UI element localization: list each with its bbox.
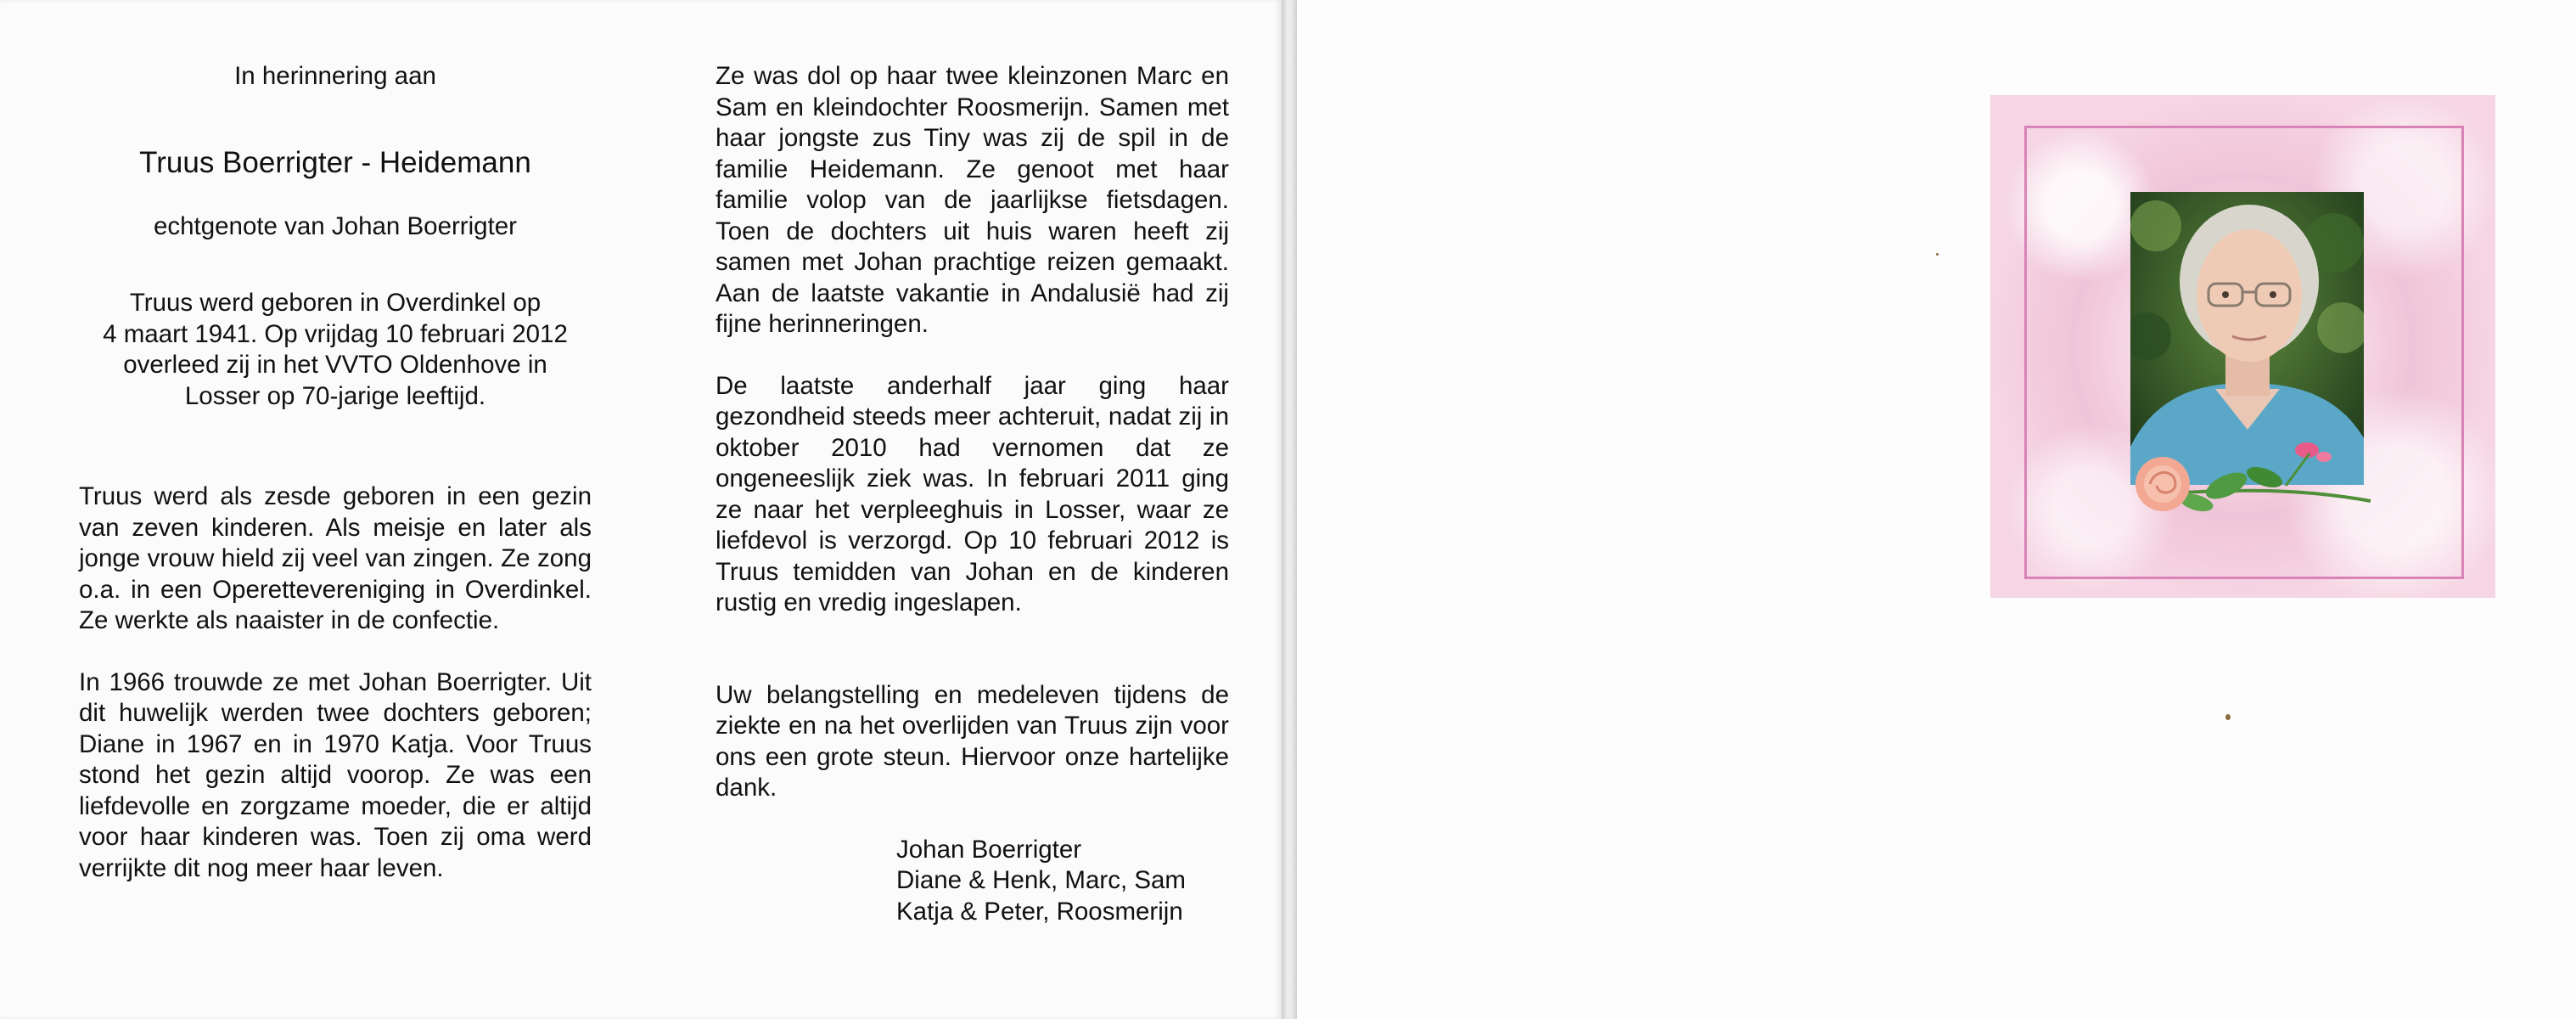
left-inner-page bbox=[0, 0, 1282, 1019]
signature-line: Diane & Henk, Marc, Sam bbox=[896, 866, 1187, 894]
birth-death-line: overleed zij in het VVTO Oldenhove in bbox=[123, 351, 547, 379]
signature-line: Johan Boerrigter bbox=[896, 835, 1082, 864]
signature-line: Katja & Peter, Roosmerijn bbox=[896, 897, 1183, 926]
birth-death-line: Truus werd geboren in Overdinkel op bbox=[129, 289, 542, 317]
right-column bbox=[716, 61, 1229, 927]
paragraph-marriage: In 1966 trouwde ze met Johan Boerrigter. Uit dit huwelijk werden twee dochters geboren; Diane in 1967 en in 1970 Katja. Voor Truus stond het gezin altijd voorop. Ze was een liefdevolle en zorgzame moeder, die er altijd voor haar kinderen was. Toen zij oma werd verrijkte dit nog meer haar leven. bbox=[79, 667, 592, 882]
intro-heading: In herinnering aan bbox=[234, 62, 436, 90]
birth-death-line: Losser op 70-jarige leeftijd. bbox=[184, 381, 486, 410]
deceased-name: Truus Boerrigter - Heidemann bbox=[139, 145, 531, 179]
paper-speck bbox=[1936, 253, 1939, 256]
birth-death-line: 4 maart 1941. Op vrijdag 10 februari 2012 bbox=[103, 319, 568, 348]
rose-icon bbox=[2116, 435, 2379, 528]
paragraph-thanks: Uw belangstelling en medeleven tijdens de ziekte en na het overlijden van Truus zijn voor ons een grote steun. Hiervoor onze hartelijke dank. bbox=[716, 680, 1229, 802]
birth-death-text bbox=[79, 288, 592, 412]
paragraph-family: Ze was dol op haar twee kleinzonen Marc en Sam en kleindochter Roosmerijn. Samen met haar jongste zus Tiny was zij de spil in de familie Heidemann. Ze genoot met haar familie volop van de jaarlijkse fietsdagen. Toen de dochters uit huis waren heeft zij samen met Johan prachtige reizen gemaakt. Aan de laatste vakantie in Andalusië had zij fijne herinneringen. bbox=[716, 62, 1229, 338]
signatures bbox=[716, 835, 1229, 928]
card-fold bbox=[1282, 0, 1297, 1019]
left-column bbox=[79, 59, 592, 884]
spouse-line: echtgenote van Johan Boerrigter bbox=[153, 211, 518, 240]
paper-speck bbox=[2225, 714, 2231, 720]
paragraph-illness: De laatste anderhalf jaar ging haar gezondheid steeds meer achteruit, nadat zij in oktober 2010 had vernomen dat ze ongeneeslijk ziek was. In februari 2011 ging ze naar het verpleeghuis in Losser, waar ze liefdevol is verzorgd. Op 10 februari 2012 is Truus temidden van Johan en de kinderen rustig en vredig ingeslapen. bbox=[716, 371, 1229, 616]
paragraph-childhood: Truus werd als zesde geboren in een gezin van zeven kinderen. Als meisje en later als jonge vrouw hield zij veel van zingen. Ze zong o.a. in een Operettevereniging in Overdinkel. Ze werkte als naaister in de confectie. bbox=[79, 482, 592, 634]
photo-frame bbox=[1990, 95, 2495, 598]
